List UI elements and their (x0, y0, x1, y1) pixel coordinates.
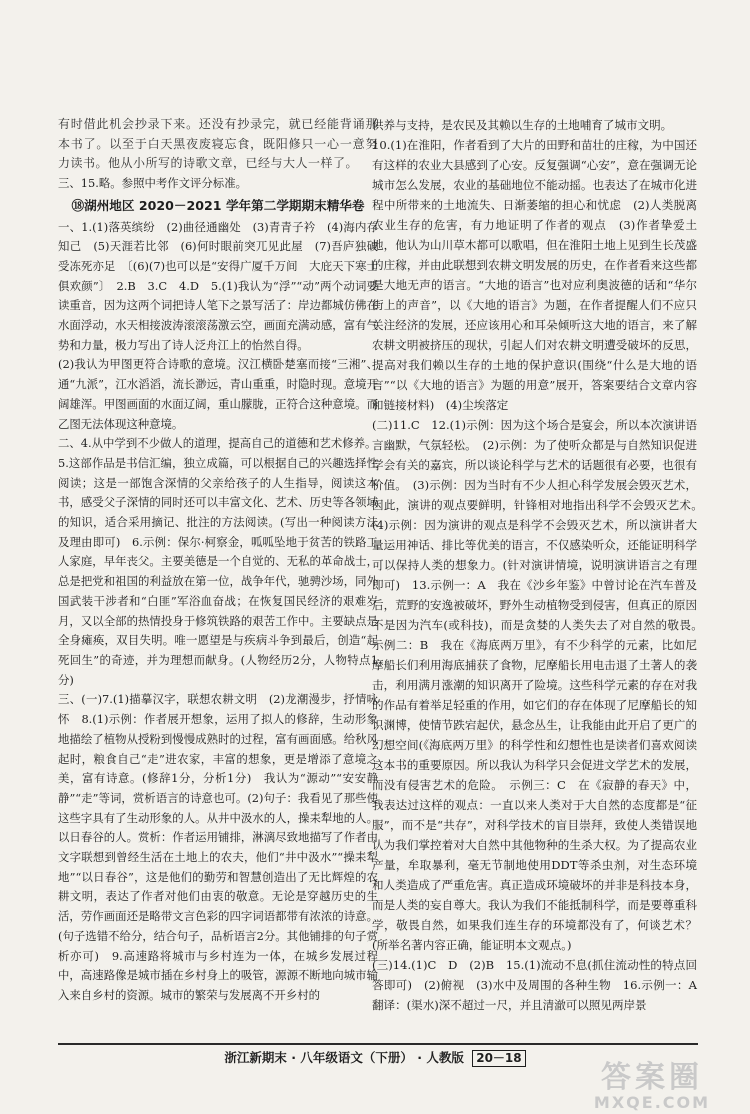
watermark-main: 答案圈 (601, 1060, 703, 1095)
answer-paragraph: 5.这部作品是书信汇编，独立成篇，可以根据自己的兴趣选择性阅读；这是一部饱含深情的父亲给孩子的人生指导，阅读这本书，感受父子深情的同时还可以丰富文化、艺术、历史等各领域的知识，适合采用摘记、批注的方法阅读。(写出一种阅读方法及理由即可) 6.示例：保尔·柯察金，呱呱坠地于贫苦的铁路工人家庭，早年丧父。主要美德是一个自觉的、无私的革命战士，总是把党和祖国的利益放在第一位，战争年代，驰骋沙场，同外国武装干涉者和“白匪”军浴血奋战；在恢复国民经济的艰难岁月，又以全部的热情投身于修筑铁路的艰苦工作中。主要缺点是全身瘫痪，双目失明。唯一愿望是与疾病斗争到最后，创造“起死回生”的奇迹，并为理想而献身。(人物经历2分，人物特点1分) (58, 455, 378, 687)
footer-divider (58, 1043, 698, 1045)
footer-brand: 浙江新期末 (224, 1050, 287, 1065)
right-column (372, 115, 709, 1015)
left-column (58, 115, 378, 1006)
section-title: ⑱湖州地区 2020－2021 学年第二学期期末精华卷 (71, 197, 365, 213)
footer-separator: · (291, 1050, 296, 1065)
answer-paragraph: 二、4.从中学到不少做人的道理，提高自己的道德和艺术修养。 (58, 436, 377, 451)
answer-paragraph: 10.(1)在淮阳，作者看到了大片的田野和苗壮的庄稼，为中国还有这样的农业大县感到了心安。反复强调“心安”，意在强调无论城市怎么发展，农业的基础地位不能动摇。也表达了在城市化进程中所带来的土地流失、日渐萎缩的担心和忧虑 (2)人类脱离农业生存的危害，有力地证明了作者的观点 (3)作者挚爱土地，他认为山川草木都可以歌唱，但在淮阳土地上见到生长茂盛的庄稼，并由此联想到农耕文明发展的历史，在作者看来这些都是大地无声的语言。“大地的语言”也对应利奥波德的话和“华尔街上的声音”，以《大地的语言》为题，在作者提醒人们不应只关注经济的发展，还应该用心和耳朵倾听这大地的语言，来了解农耕文明被挤压的现状，引起人们对农耕文明遭受破坏的反思，提高对我们赖以生存的土地的保护意识(围绕“什么是大地的语言”“以《大地的语言》为题的用意”展开，答案要结合文章内容和链接材料) (4)尘埃落定 (372, 138, 697, 412)
answer-paragraph: (2)我认为甲图更符合诗歌的意境。汉江横卧楚塞而接“三湘”、通“九派”，江水滔滔，流长渺远，青山重重，时隐时现。意境开阔雄浑。甲图画面的水面辽阔，重山朦胧，正符合这种意境。而乙图无法体现这种意境。 (58, 357, 378, 431)
handwritten-note: 有时借此机会抄录下来。还没有抄录完，就已经能背诵那本书了。以至于白天黑夜废寝忘食，既阳修只一心一意努力读书。他从小所写的诗歌文章，已经与大人一样了。 (58, 117, 378, 171)
answer-paragraph: 三、(一)7.(1)描摹汉字，联想农耕文明 (2)龙潮漫步，抒情咏怀 8.(1)示例：作者展开想象，运用了拟人的修辞，生动形象地描绘了植物从授粉到慢慢成熟时的过程，富有画面感。给秋风起时，粮食自己“走”进农家，丰富的想象，更是增添了意境之美，富有诗意。(修辞1分，分析1分) 我认为“源动”“安安静静”“走”等词，赏析语言的诗意也可。(2)句子：我看见了那些使这些字具有了生动形象的人。从井中汲水的人，操耒犁地的人。以日春谷的人。赏析：作者运用铺排，淋漓尽致地描写了作者由文字联想到曾经生活在土地上的农夫，他们“井中汲水”“操耒犁地”“以日春谷”，这是他们的勤劳和智慧创造出了无比辉煌的农耕文明，表达了作者对他们由衷的敬意。无论是穿越历史的生活，劳作画面还是略带文言色彩的四字词语都带有浓浓的诗意。(句子选错不给分，结合句子，品析语言2分。其他铺排的句子赏析亦可) 9.高速路将城市与乡村连为一体，在城乡发展过程中，高速路像是城市插在乡村身上的吸管，源源不断地向城市输入来自乡村的资源。城市的繁荣与发展离不开乡村的 (58, 692, 378, 1002)
footer-separator: · (417, 1050, 422, 1065)
answer-paragraph: 供养与支持，是农民及其赖以生存的土地哺育了城市文明。 (372, 118, 673, 132)
watermark-sub: MXQE.COM (593, 1093, 711, 1112)
watermark-logo (572, 1062, 732, 1112)
previous-answer-item: 三、15.略。参照中考作文评分标准。 (58, 176, 247, 191)
page-number: 20－18 (472, 1050, 525, 1067)
footer-edition: 人教版 (426, 1050, 464, 1065)
answer-paragraph: 一、1.(1)落英缤纷 (2)曲径通幽处 (3)青青子衿 (4)海内存知己 (5)天涯若比邻 (6)何时眼前突兀见此屋 (7)吾庐独破受冻死亦足 〔(6)(7)也可以是“安得广厦千万间 大庇天下寒士俱欢颜”〕 2.B 3.C 4.D 5.(1)我认为“浮”“动”两个动词要读重音，因为这两个词把诗人笔下之景写活了：岸边都城仿佛在水面浮动，水天相接波涛滚滚荡激云空，画面充满动感，富有气势和力量，极力写出了诗人泛舟江上的怡然自得。 (58, 219, 378, 352)
answer-paragraph: (二)11.C 12.(1)示例：因为这个场合是宴会，所以本次演讲语言幽默，气氛轻松。 (2)示例：为了使听众都是与自然知识促进学会有关的嘉宾，所以谈论科学与艺术的话题很有必要，也很有价值。 (3)示例：因为当时有不少人担心科学发展会毁灭艺术，因此，演讲的观点要鲜明，针锋相对地指出科学不会毁灭艺术。 (4)示例：因为演讲的观点是科学不会毁灭艺术，所以演讲者大量运用神话、排比等优美的语言，不仅感染听众，还能证明科学可以保持人类的想象力。(针对演讲情境，说明演讲语言之有理即可) 13.示例一：A 我在《沙乡年鉴》中曾讨论在汽车普及后，荒野的安逸被破坏，野外生动植物受到侵害，但真正的原因不是因为汽车(或科技)，而是贪婪的人类失去了对自然的敬畏。 示例二：B 我在《海底两万里》，有不少科学的元素，比如尼摩船长们利用海底捕获了食物，尼摩船长用电击退了土著人的袭击，利用满月涨潮的知识离开了险境。这些科学元素的存在对我的作品有着举足轻重的作用，如它们的存在体现了尼摩船长的知识渊博，使情节跌宕起伏，悬念丛生，让我能由此开启了更广的幻想空间(《海底两万里》的科学性和幻想性也是读者们喜欢阅读这本书的重要原因。所以我认为科学只会促进文学艺术的发展，而没有侵害艺术的危险。 示例三：C 在《寂静的春天》中，我表达过这样的观点：一直以来人类对于大自然的态度都是“征服”，而不是“共存”，对科学技术的盲目崇拜，致使人类错误地认为我们掌控着对大自然中其他物种的生杀大权。为了提高农业产量，牟取暴利，毫无节制地使用DDT等杀虫剂，对生态环境和人类造成了严重危害。真正造成环境破坏的并非是科技本身，而是人类的妄自尊大。我认为我们不能抵制科学，而是要尊重科学，敬畏自然，如果我们连生存的环境都没有了，何谈艺术？(所举名著内容正确，能证明本文观点。) (372, 418, 709, 952)
footer-grade: 八年级语文（下册） (300, 1050, 413, 1065)
answer-paragraph: (三)14.(1)C D (2)B 15.(1)流动不息(抓住流动性的特点回答即可) (2)俯视 (3)水中及周围的各种生物 16.示例一：A 翻译：(渠水)深不超过一尺，并且清澈可以照见两岸景 (372, 958, 709, 1012)
